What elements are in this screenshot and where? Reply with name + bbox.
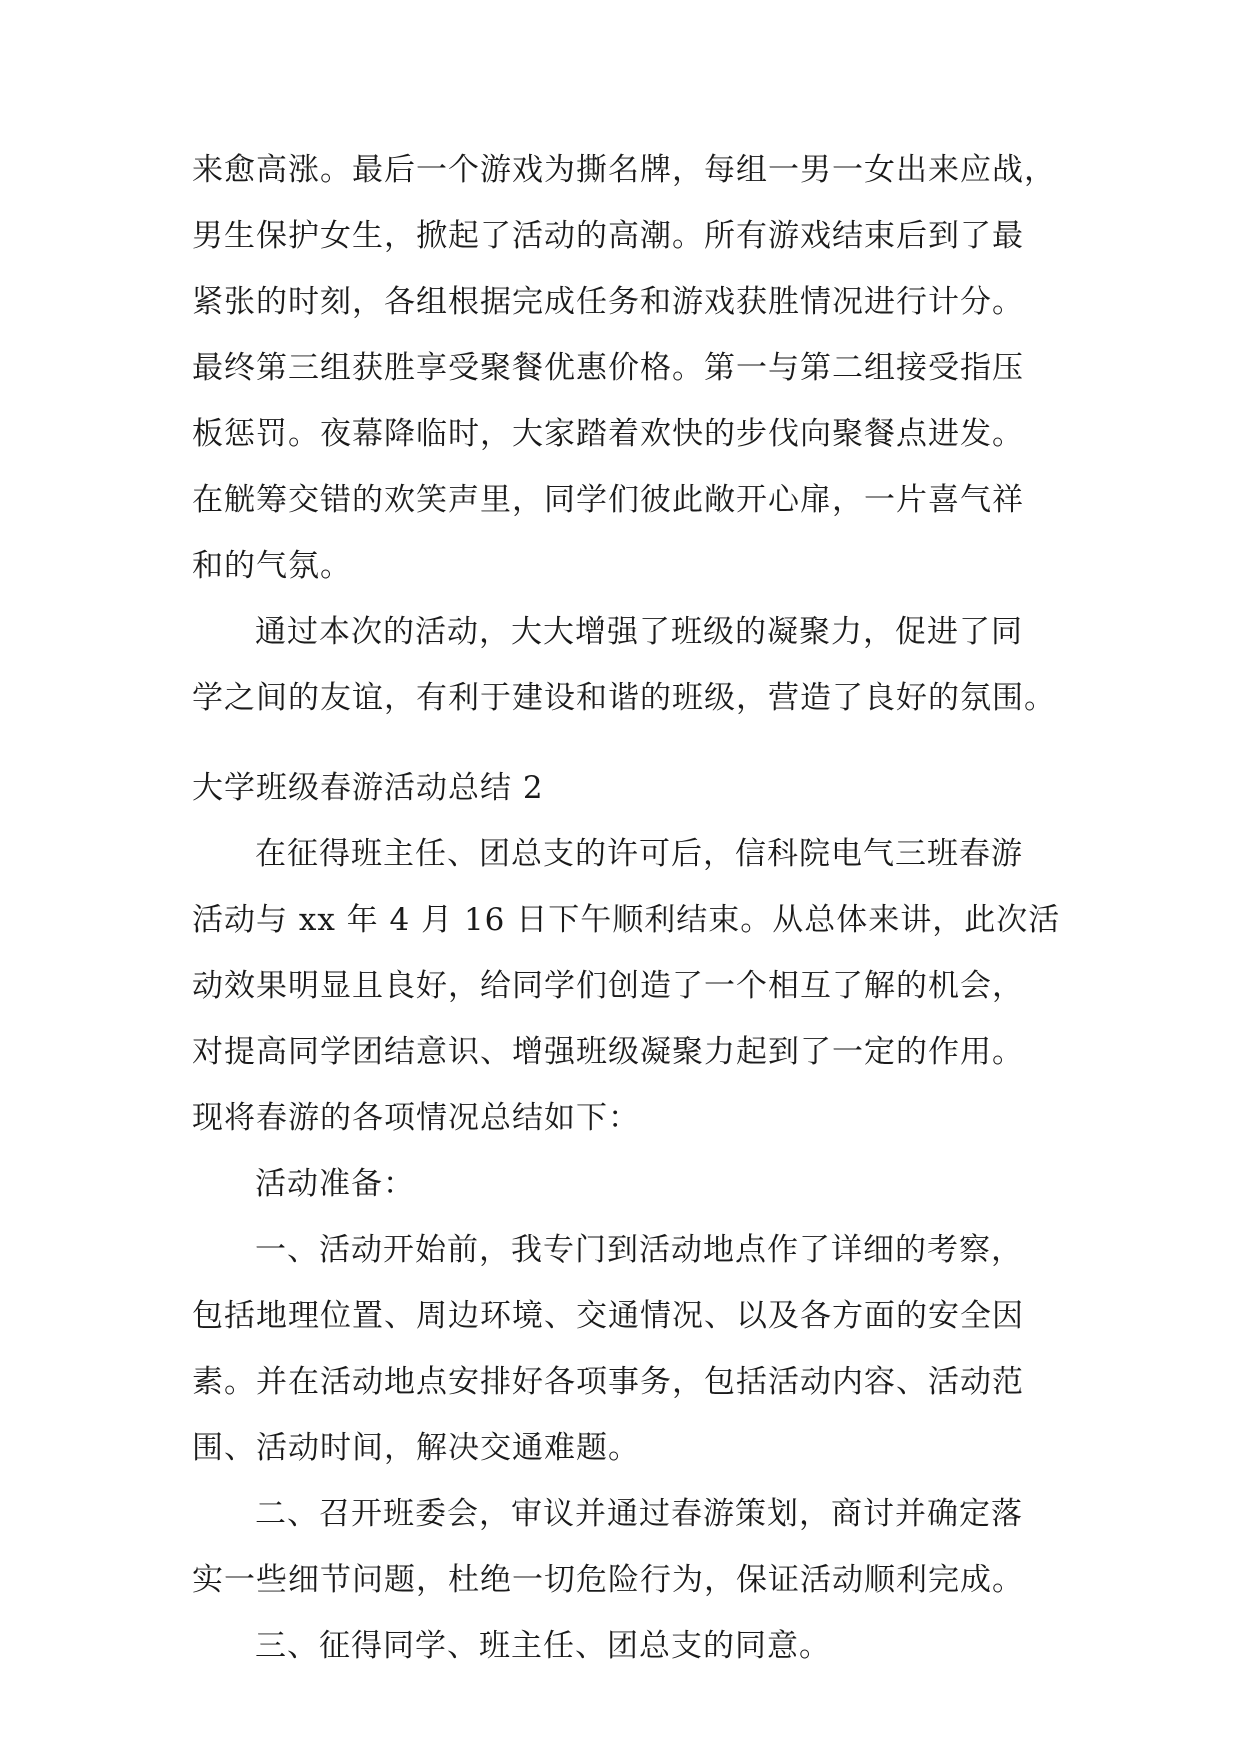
text-line: 围、活动时间，解决交通难题。 <box>192 1430 640 1466</box>
text-line: 实一些细节问题，杜绝一切危险行为，保证活动顺利完成。 <box>192 1562 1024 1598</box>
text-line: 活动准备： <box>255 1166 415 1202</box>
text-line: 在觥筹交错的欢笑声里，同学们彼此敞开心扉，一片喜气祥 <box>192 482 1024 518</box>
text-line: 板惩罚。夜幕降临时，大家踏着欢快的步伐向聚餐点进发。 <box>192 416 1024 452</box>
text-line: 学之间的友谊，有利于建设和谐的班级，营造了良好的氛围。 <box>192 680 1056 716</box>
text-line: 活动与 xx 年 4 月 16 日下午顺利结束。从总体来讲，此次活 <box>192 902 1061 938</box>
text-line: 动效果明显且良好，给同学们创造了一个相互了解的机会， <box>192 968 1024 1004</box>
text-line: 素。并在活动地点安排好各项事务，包括活动内容、活动范 <box>192 1364 1024 1400</box>
text-line: 男生保护女生，掀起了活动的高潮。所有游戏结束后到了最 <box>192 218 1024 254</box>
text-line: 二、召开班委会，审议并通过春游策划，商讨并确定落 <box>255 1496 1023 1532</box>
text-line: 现将春游的各项情况总结如下： <box>192 1100 640 1136</box>
text-line: 紧张的时刻，各组根据完成任务和游戏获胜情况进行计分。 <box>192 284 1024 320</box>
text-line: 在征得班主任、团总支的许可后，信科院电气三班春游 <box>255 836 1023 872</box>
text-line: 包括地理位置、周边环境、交通情况、以及各方面的安全因 <box>192 1298 1024 1334</box>
text-line: 和的气氛。 <box>192 548 352 584</box>
text-line: 通过本次的活动，大大增强了班级的凝聚力，促进了同 <box>255 614 1023 650</box>
text-line: 最终第三组获胜享受聚餐优惠价格。第一与第二组接受指压 <box>192 350 1024 386</box>
text-line: 来愈高涨。最后一个游戏为撕名牌，每组一男一女出来应战， <box>192 152 1056 188</box>
section-heading: 大学班级春游活动总结 2 <box>192 770 544 806</box>
text-line: 一、活动开始前，我专门到活动地点作了详细的考察， <box>255 1232 1023 1268</box>
text-line: 对提高同学团结意识、增强班级凝聚力起到了一定的作用。 <box>192 1034 1024 1070</box>
text-line: 三、征得同学、班主任、团总支的同意。 <box>255 1628 831 1664</box>
